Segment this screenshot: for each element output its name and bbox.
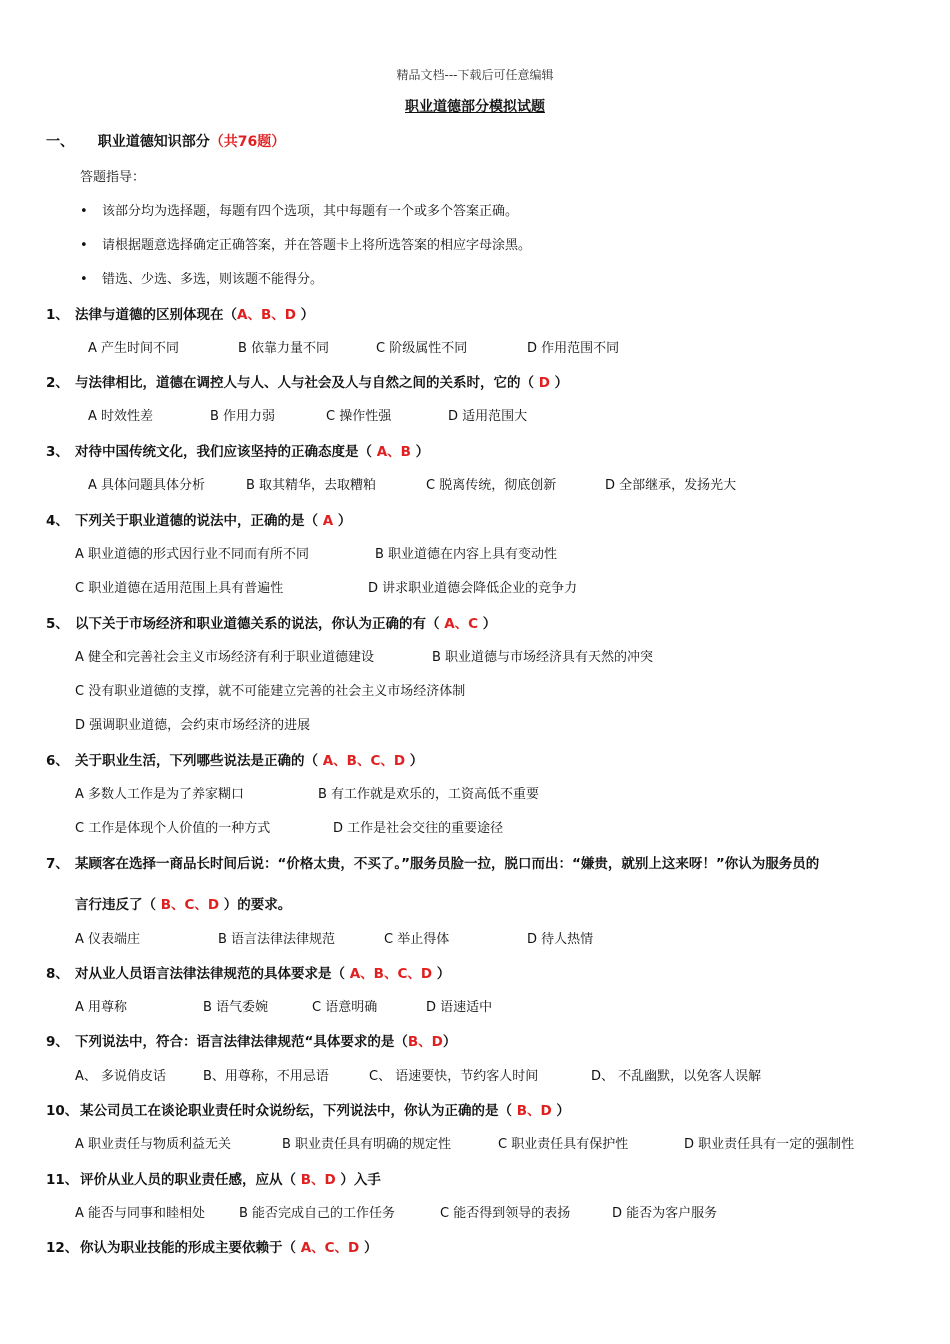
option-d: D 强调职业道德，会约束市场经济的进展 xyxy=(75,718,311,733)
option-c: C 脱离传统，彻底创新 xyxy=(426,478,557,493)
question-12 xyxy=(0,1236,950,1256)
question-7 xyxy=(0,852,950,872)
option-d: D 作用范围不同 xyxy=(527,341,620,356)
option-b: B 职业道德在内容上具有变动性 xyxy=(375,547,558,562)
option-c: C 操作性强 xyxy=(326,409,392,424)
question-number: 4、 xyxy=(46,513,69,529)
option-d: D 全部继承，发扬光大 xyxy=(605,478,737,493)
question-text: 与法律相比，道德在调控人与人、人与社会及人与自然之间的关系时，它的（ D ） xyxy=(75,375,569,391)
option-c: C 职业道德在适用范围上具有普遍性 xyxy=(75,581,284,596)
answer-key: B、C、D xyxy=(160,897,220,913)
section-number: 一、 xyxy=(46,134,74,150)
question-number: 3、 xyxy=(46,444,69,460)
answer-key: B、D xyxy=(407,1034,443,1050)
bullet-dot-icon: • xyxy=(80,238,88,253)
option-d: D、 不乱幽默，以免客人误解 xyxy=(591,1069,762,1084)
option-a: A 具体问题具体分析 xyxy=(88,478,206,493)
question-11 xyxy=(0,1168,950,1188)
question-10 xyxy=(0,1099,950,1119)
answer-key: B、D xyxy=(300,1172,336,1188)
answer-key: A xyxy=(322,513,334,529)
option-a: A 产生时间不同 xyxy=(88,341,180,356)
question-text: 法律与道德的区别体现在（A、B、D ） xyxy=(75,307,315,323)
option-a: A 职业道德的形式因行业不同而有所不同 xyxy=(75,547,310,562)
question-number: 12、 xyxy=(46,1240,79,1256)
option-d: D 讲求职业道德会降低企业的竞争力 xyxy=(368,581,578,596)
answer-key: A、B、C、D xyxy=(322,753,406,769)
answer-key: A、B、D xyxy=(237,307,296,323)
question-number: 7、 xyxy=(46,856,69,872)
question-number: 9、 xyxy=(46,1034,69,1050)
option-b: B 能否完成自己的工作任务 xyxy=(239,1206,396,1221)
question-text: 以下关于市场经济和职业道德关系的说法，你认为正确的有（ A、C ） xyxy=(75,616,497,632)
question-number: 5、 xyxy=(46,616,69,632)
question-text: 下列关于职业道德的说法中，正确的是（ A ） xyxy=(75,513,352,529)
option-a: A 健全和完善社会主义市场经济有利于职业道德建设 xyxy=(75,650,375,665)
option-d: D 工作是社会交往的重要途径 xyxy=(333,821,504,836)
option-b: B 语气委婉 xyxy=(203,1000,269,1015)
question-4 xyxy=(0,509,950,529)
option-c: C 阶级属性不同 xyxy=(376,341,468,356)
question-number: 10、 xyxy=(46,1103,79,1119)
guide-bullet: • 错选、少选、多选，则该题不能得分。 xyxy=(80,272,324,287)
bullet-dot-icon: • xyxy=(80,204,88,219)
question-number: 11、 xyxy=(46,1172,79,1188)
option-c: C 举止得体 xyxy=(384,932,450,947)
option-b: B 职业责任具有明确的规定性 xyxy=(282,1137,452,1152)
answer-key: A、C、D xyxy=(300,1240,360,1256)
option-b: B 有工作就是欢乐的，工资高低不重要 xyxy=(318,787,540,802)
question-2 xyxy=(0,371,950,391)
question-text: 下列说法中，符合：语言法律法律规范“具体要求的是（B、D） xyxy=(75,1034,457,1050)
question-text: 某公司员工在谈论职业责任时众说纷纭，下列说法中，你认为正确的是（ B、D ） xyxy=(80,1103,570,1119)
bullet-dot-icon: • xyxy=(80,272,88,287)
question-number: 1、 xyxy=(46,307,69,323)
option-d: D 待人热情 xyxy=(527,932,594,947)
option-a: A、 多说俏皮话 xyxy=(75,1069,167,1084)
question-5 xyxy=(0,612,950,632)
option-b: B 作用力弱 xyxy=(210,409,276,424)
answer-key: A、B、C、D xyxy=(349,966,433,982)
section-count: （共76题） xyxy=(209,134,286,150)
answer-key: D xyxy=(538,375,550,391)
option-a: A 能否与同事和睦相处 xyxy=(75,1206,206,1221)
option-b: B 职业道德与市场经济具有天然的冲突 xyxy=(432,650,654,665)
option-b: B 依靠力量不同 xyxy=(238,341,330,356)
option-d: D 职业责任具有一定的强制性 xyxy=(684,1137,855,1152)
answer-key: A、B xyxy=(376,444,411,460)
question-text: 对待中国传统文化，我们应该坚持的正确态度是（ A、B ） xyxy=(75,444,430,460)
option-c: C、 语速要快，节约客人时间 xyxy=(369,1069,539,1084)
option-b: B、用尊称，不用忌语 xyxy=(203,1069,329,1084)
question-text: 某顾客在选择一商品长时间后说：“价格太贵，不买了。”服务员脸一拉，脱口而出：“嫌贵，就别上这来呀！”你认为服务员的 xyxy=(75,856,820,872)
question-8 xyxy=(0,962,950,982)
question-text: 关于职业生活，下列哪些说法是正确的（ A、B、C、D ） xyxy=(75,753,424,769)
section-label: 职业道德知识部分 xyxy=(97,134,210,150)
option-a: A 时效性差 xyxy=(88,409,154,424)
question-1 xyxy=(0,303,950,323)
section-heading xyxy=(46,131,285,151)
option-a: A 多数人工作是为了养家糊口 xyxy=(75,787,245,802)
answer-guide-label: 答题指导： xyxy=(80,170,146,185)
answer-key: A、C xyxy=(444,616,479,632)
question-9 xyxy=(0,1030,950,1050)
question-6 xyxy=(0,749,950,769)
option-c: C 职业责任具有保护性 xyxy=(498,1137,629,1152)
option-c: C 语意明确 xyxy=(312,1000,378,1015)
option-b: B 语言法律法律规范 xyxy=(218,932,336,947)
question-text: 你认为职业技能的形成主要依赖于（ A、C、D ） xyxy=(80,1240,378,1256)
option-d: D 语速适中 xyxy=(426,1000,493,1015)
guide-bullet: • 请根据题意选择确定正确答案，并在答题卡上将所选答案的相应字母涂黑。 xyxy=(80,238,532,253)
question-number: 6、 xyxy=(46,753,69,769)
page-header: 精品文档---下载后可任意编辑 xyxy=(396,68,554,82)
option-b: B 取其精华，去取糟粕 xyxy=(246,478,377,493)
question-text: 评价从业人员的职业责任感，应从（ B、D ）入手 xyxy=(80,1172,381,1188)
question-number: 2、 xyxy=(46,375,69,391)
guide-bullet: • 该部分均为选择题，每题有四个选项，其中每题有一个或多个答案正确。 xyxy=(80,204,519,219)
page-title: 职业道德部分模拟试题 xyxy=(405,99,545,115)
option-a: A 职业责任与物质利益无关 xyxy=(75,1137,232,1152)
question-3 xyxy=(0,440,950,460)
option-c: C 没有职业道德的支撑，就不可能建立完善的社会主义市场经济体制 xyxy=(75,684,466,699)
option-c: C 能否得到领导的表扬 xyxy=(440,1206,571,1221)
option-a: A 仪表端庄 xyxy=(75,932,141,947)
question-number: 8、 xyxy=(46,966,69,982)
option-d: D 适用范围大 xyxy=(448,409,528,424)
option-d: D 能否为客户服务 xyxy=(612,1206,718,1221)
question-text: 对从业人员语言法律法律规范的具体要求是（ A、B、C、D ） xyxy=(75,966,451,982)
question-7-continuation: 言行违反了（ B、C、D ）的要求。 xyxy=(75,897,292,913)
option-c: C 工作是体现个人价值的一种方式 xyxy=(75,821,271,836)
option-a: A 用尊称 xyxy=(75,1000,128,1015)
answer-key: B、D xyxy=(516,1103,552,1119)
